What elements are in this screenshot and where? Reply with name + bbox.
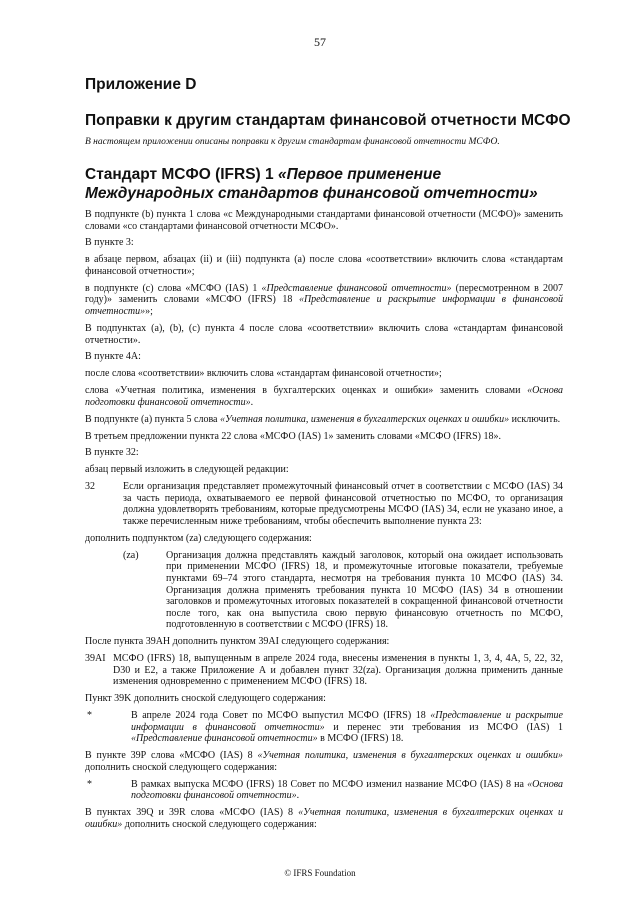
paragraph: Пункт 39K дополнить сноской следующего содержания:	[85, 693, 326, 705]
paragraph: в абзаце первом, абзацах (ii) и (iii) подпункта (а) после слова «соответствии» включить слова «стандартам финансовой отчетности»;	[85, 254, 563, 277]
paragraph-text: МСФО (IFRS) 18, выпущенным в апреле 2024 года, внесены изменения в пункты 1, 3, 4, 4А, 5, 22, 32, D30 и E2, а также Приложение А и добавлен пункт 32(za). Организация должна применить данные изменения одновременно с применением МСФО (IFRS) 18.	[113, 653, 563, 688]
paragraph	[85, 807, 563, 830]
paragraph	[85, 385, 563, 408]
text-run: дополнить сноской следующего содержания:	[85, 761, 278, 773]
text-run: в МСФО (IFRS) 18.	[317, 733, 404, 745]
paragraph: В подпункте (b) пункта 1 слова «с Международными стандартами финансовой отчетности (МСФО)» заменить словами «со стандартами финансовой отчетности МСФО».	[85, 209, 563, 232]
text-run: .	[250, 396, 254, 408]
intro-text: В настоящем приложении описаны поправки к другим стандартам финансовой отчетности МСФО.	[85, 137, 500, 147]
subparagraph-number: (za)	[123, 549, 139, 561]
footnote-text	[131, 710, 563, 745]
standard-title-prefix: Стандарт МСФО (IFRS) 1	[85, 166, 274, 183]
paragraph-number: 32	[85, 481, 95, 493]
appendix-title: Приложение D	[85, 76, 197, 93]
text-run: слова «Учетная политика, изменения в бухгалтерских оценках и ошибки» заменить словами	[85, 385, 528, 397]
italic-run: «Представление финансовой отчетности»	[131, 733, 318, 745]
italic-run: «Учетная политика, изменения в бухгалтерских оценках и ошибки»	[219, 413, 510, 425]
italic-run: «Представление и раскрытие информации в финансовой отчетности»	[85, 294, 563, 318]
page-footer: © IFRS Foundation	[284, 868, 356, 878]
italic-run: «Основа подготовки финансовой отчетности»	[131, 778, 563, 802]
paragraph: В пункте 4А:	[85, 351, 141, 363]
page-number: 57	[314, 35, 326, 49]
paragraph	[85, 283, 563, 318]
footnote-mark: *	[87, 710, 92, 722]
subparagraph-za	[123, 550, 563, 631]
paragraph: В пункте 3:	[85, 237, 134, 249]
paragraph	[85, 414, 563, 426]
footnote-39p	[85, 779, 563, 802]
paragraph	[85, 750, 563, 773]
paragraph-number: 39AI	[85, 653, 106, 665]
paragraph: В пункте 32:	[85, 447, 139, 459]
text-run: .	[296, 790, 300, 802]
text-run: дополнить сноской следующего содержания:	[122, 818, 317, 830]
text-run: В пункте 39Р слова «МСФО (IAS) 8	[85, 750, 258, 762]
text-run: В подпункте (а) пункта 5 слова	[85, 413, 220, 425]
paragraph: дополнить подпунктом (za) следующего содержания:	[85, 532, 312, 544]
text-run: в подпункте (с) слова «МСФО (IAS) 1	[85, 282, 262, 294]
paragraph: В подпунктах (а), (b), (с) пункта 4 после слова «соответствии» включить слова «стандартам финансовой отчетности».	[85, 322, 563, 346]
document-body	[85, 209, 563, 836]
italic-run: «Учетная политика, изменения в бухгалтерских оценках и ошибки»	[257, 750, 563, 762]
text-run: В пунктах 39Q и 39R слова «МСФО (IAS) 8	[85, 807, 299, 819]
numbered-paragraph-32	[85, 481, 563, 527]
paragraph: После пункта 39АН дополнить пунктом 39AI следующего содержания:	[85, 636, 390, 648]
text-run: (пересмотренном в 2007 году)» заменить словами «МСФО (IFRS) 18	[85, 282, 563, 306]
italic-run: «Учетная политика, изменения в бухгалтерских оценках и ошибки»	[85, 807, 563, 830]
paragraph: В третьем предложении пункта 22 слова «МСФО (IAS) 1» заменить словами «МСФО (IFRS) 18».	[85, 430, 501, 442]
italic-run: «Представление финансовой отчетности»	[261, 282, 452, 294]
paragraph: абзац первый изложить в следующей редакции:	[85, 464, 289, 476]
numbered-paragraph-39ai	[85, 653, 563, 688]
text-run: В апреле 2024 года Совет по МСФО выпустил МСФО (IFRS) 18	[131, 710, 431, 722]
text-run: »;	[145, 306, 153, 318]
italic-run: «Представление и раскрытие информации в финансовой отчетности»	[131, 710, 563, 733]
text-run: и перенес эти требования из МСФО (IAS) 1	[324, 721, 563, 733]
paragraph-text: Если организация представляет промежуточный финансовый отчет в соответствии с МСФО (IAS) 34 за часть периода, охватываемого ее первой финансовой отчетностью по МСФО, то организация должна удовлетворять требованиям, которые предусмотрены МСФО (IAS) 34, если не указано иное, а также перечисленным ниже требованиям, чтобы обеспечить выполнение пункта 23:	[123, 481, 563, 528]
section-title: Поправки к другим стандартам финансовой отчетности МСФО	[85, 112, 571, 129]
footnote-mark: *	[87, 778, 92, 790]
footnote-39k	[85, 710, 563, 745]
subparagraph-text: Организация должна представлять каждый заголовок, который она ожидает использовать при применении МСФО (IFRS) 18, и промежуточные итоговые показатели, требуемые пунктами 69–74 этого стандарта, несмотря на требования пункта 10 МСФО (IAS) 34. Организация должна применять требования пункта 10 МСФО (IAS) 34 в отношении заголовков и промежуточных итоговых показателей в сокращенной финансовой отчетности после того, как она выпустила свою первую финансовую отчетность по МСФО, подготовленную в соответствии с МСФО (IFRS) 18.	[166, 549, 563, 631]
text-run: исключить.	[509, 413, 561, 425]
italic-run: «Основа подготовки финансовой отчетности»	[85, 385, 563, 408]
paragraph: после слова «соответствии» включить слова «стандартам финансовой отчетности»;	[85, 368, 442, 380]
standard-title	[85, 165, 565, 203]
footnote-text	[131, 779, 563, 802]
text-run: В рамках выпуска МСФО (IFRS) 18 Совет по МСФО изменил название МСФО (IAS) 8 на	[131, 778, 528, 790]
standard-title-italic: «Первое применение Международных стандартов финансовой отчетности»	[85, 166, 538, 202]
